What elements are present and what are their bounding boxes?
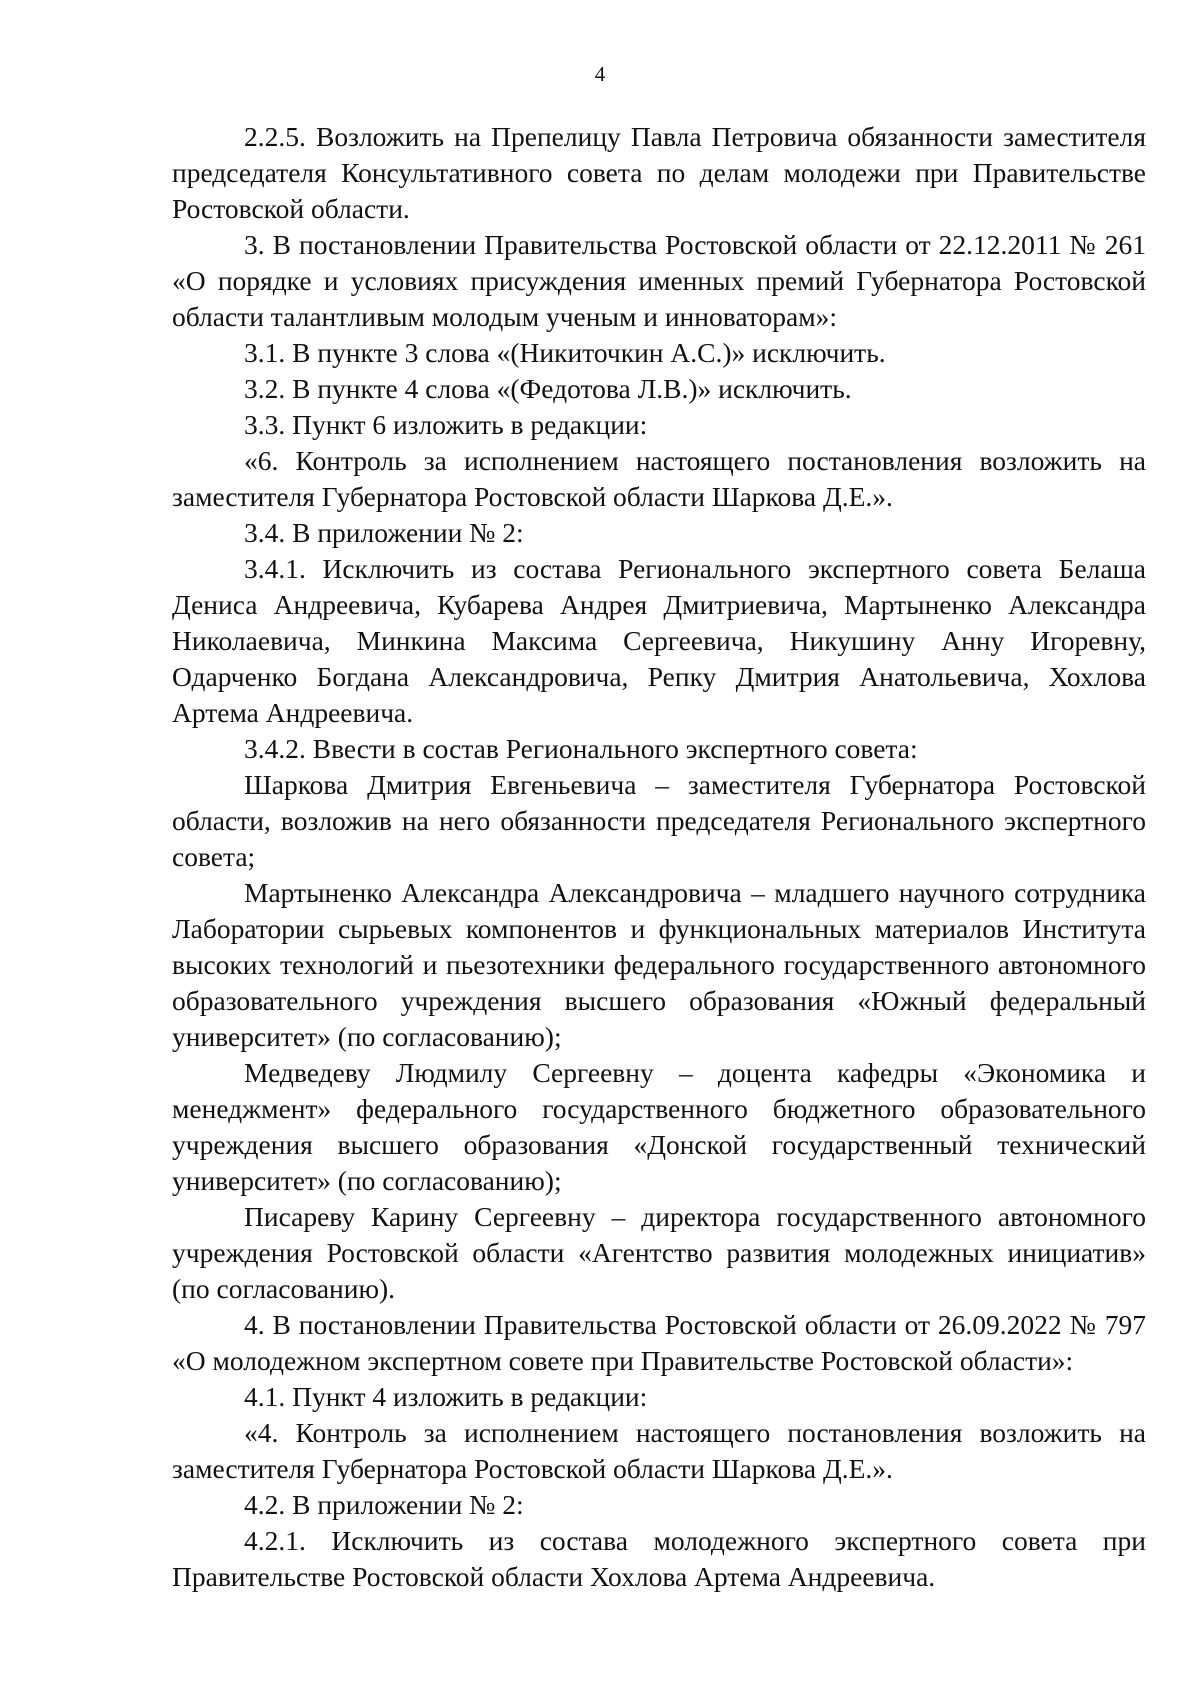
page-number: 4 [594,62,606,86]
paragraph-member-martynenko: Мартыненко Александра Александровича – младшего научного сотрудника Лаборатории сырьевых компонентов и функциональных материалов Института высоких технологий и пьезотехники федерального государственного автономного образовательного учреждения высшего образования «Южный федеральный университет» (по согласованию); [172,877,1146,1052]
paragraph-2-2-5: 2.2.5. Возложить на Препелицу Павла Петровича обязанности заместителя председателя Консультативного совета по делам молодежи при Правительстве Ростовской области. [172,121,1146,224]
paragraph-4-1: 4.1. Пункт 4 изложить в редакции: [244,1381,648,1412]
paragraph-4: 4. В постановлении Правительства Ростовской области от 26.09.2022 № 797 «О молодежном экспертном совете при Правительстве Ростовской области»: [172,1309,1146,1376]
paragraph-3-1: 3.1. В пункте 3 слова «(Никиточкин А.С.)» исключить. [244,337,886,368]
paragraph-3-3: 3.3. Пункт 6 изложить в редакции: [244,409,648,440]
paragraph-3-2: 3.2. В пункте 4 слова «(Федотова Л.В.)» исключить. [244,373,852,404]
paragraph-3: 3. В постановлении Правительства Ростовской области от 22.12.2011 № 261 «О порядке и условиях присуждения именных премий Губернатора Ростовской области талантливым молодым ученым и инноваторам»: [172,229,1146,332]
paragraph-3-4-1: 3.4.1. Исключить из состава Регионального экспертного совета Белаша Дениса Андреевича, Кубарева Андрея Дмитриевича, Мартыненко Александра Николаевича, Минкина Максима Сергеевича, Никушину Анну Игоревну, Одарченко Богдана Александровича, Репку Дмитрия Анатольевича, Хохлова Артема Андреевича. [172,553,1146,728]
paragraph-4-2-1: 4.2.1. Исключить из состава молодежного экспертного совета при Правительстве Ростовской области Хохлова Артема Андреевича. [172,1525,1146,1592]
paragraph-4-1-quote: «4. Контроль за исполнением настоящего постановления возложить на заместителя Губернатора Ростовской области Шаркова Д.Е.». [172,1417,1146,1484]
paragraph-member-medvedeva: Медведеву Людмилу Сергеевну – доцента кафедры «Экономика и менеджмент» федерального государственного бюджетного образовательного учреждения высшего образования «Донской государственный технический университет» (по согласованию); [172,1057,1146,1196]
paragraph-4-2: 4.2. В приложении № 2: [244,1489,524,1520]
paragraph-member-pisareva: Писареву Карину Сергеевну – директора государственного автономного учреждения Ростовской области «Агентство развития молодежных инициатив» (по согласованию). [172,1201,1146,1304]
paragraph-3-3-quote: «6. Контроль за исполнением настоящего постановления возложить на заместителя Губернатора Ростовской области Шаркова Д.Е.». [172,445,1146,512]
paragraph-3-4-2: 3.4.2. Ввести в состав Регионального экспертного совета: [244,733,918,764]
paragraph-member-sharkov: Шаркова Дмитрия Евгеньевича – заместителя Губернатора Ростовской области, возложив на него обязанности председателя Регионального экспертного совета; [172,769,1146,872]
paragraph-3-4: 3.4. В приложении № 2: [244,517,524,548]
document-body [172,119,1146,1595]
